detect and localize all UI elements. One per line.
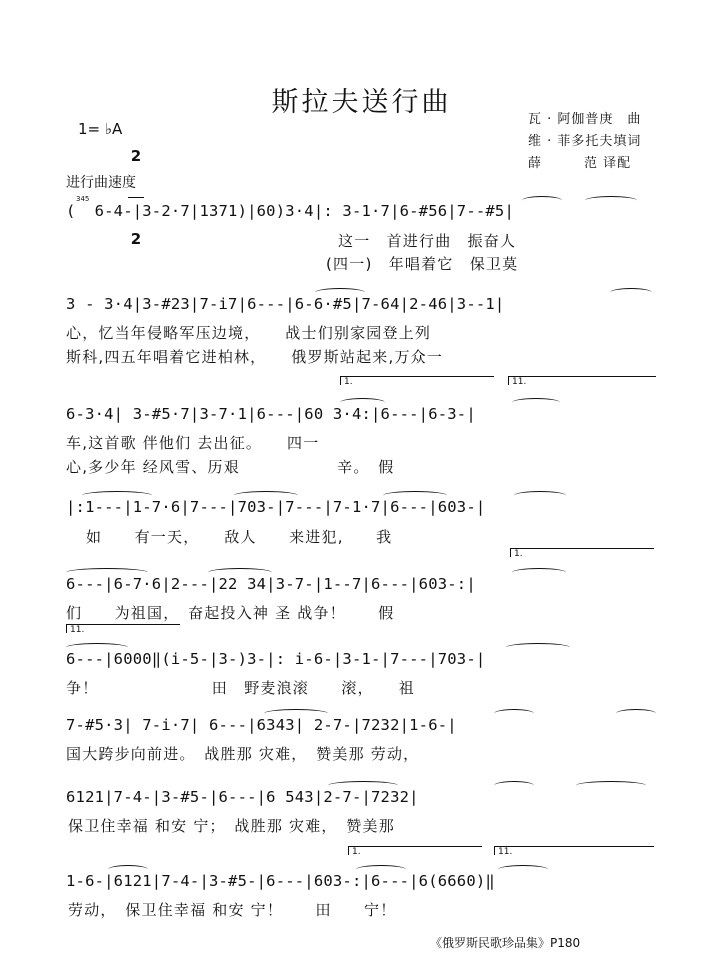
time-signature-bottom: 2 (130, 230, 142, 248)
tempo-marking: 进行曲速度 (66, 175, 136, 191)
notation-line-8: 6121|7-4-|3-#5-|6---|6 543|2-7-|7232| (66, 788, 419, 806)
lyricist-credit: 维 · 菲多托夫填词 (528, 134, 642, 149)
tie-arc (512, 568, 566, 577)
lyric-line-4: 如 有一天， 敌人 来进犯, 我 (86, 528, 393, 546)
tie-arc (506, 643, 570, 652)
lyric-line-6: 争！ 田 野麦浪滚 滚， 祖 (66, 679, 415, 697)
tie-arc (82, 491, 152, 500)
tie-arc (234, 491, 298, 500)
key-signature: 1= ♭A (78, 120, 123, 138)
tie-arc (208, 568, 272, 577)
tie-arc (494, 709, 534, 718)
volta-first-ending: 1. (340, 376, 494, 385)
tie-arc (66, 568, 148, 577)
lyric-line-9: 劳动， 保卫住幸福 和安 宁！ 田 宁！ (68, 901, 397, 919)
tie-arc (340, 398, 385, 407)
tie-arc (328, 781, 398, 790)
tie-arc (512, 398, 560, 407)
time-signature-bar (128, 197, 144, 198)
notation-line-4: |:1---|1-7·6|7---|703-|7---|7-1·7|6---|603-| (66, 498, 486, 516)
composer-credit: 瓦 · 阿伽普庚 曲 (528, 112, 642, 127)
tie-arc (610, 288, 652, 297)
tie-arc (514, 491, 566, 500)
notation-line-2: 3 - 3·4|3-#23|7-i7|6---|6-6·#5|7-64|2-46|3--1| (66, 295, 505, 313)
tie-arc (585, 196, 637, 205)
tie-arc (616, 709, 656, 718)
lyric-line-2b: 斯科,四五年唱着它进柏林， 俄罗斯站起来,万众一 (66, 348, 444, 366)
time-signature-top: 2 (130, 147, 142, 165)
tie-arc (576, 781, 646, 790)
lyric-line-7: 国大跨步向前进。 战胜那 灾难， 赞美那 劳动， (66, 745, 420, 763)
source-citation: 《俄罗斯民歌珍品集》P180 (430, 936, 581, 950)
lyric-line-3b: 心,多少年 经风雪、历艰 辛。 假 (66, 458, 395, 476)
notation-line-1: ( 6-4-|3-2·7|1371)|60)3·4|: 3-1·7|6-#56|7--#5| (66, 202, 514, 220)
lyric-line-8: 保卫住幸福 和安 宁； 战胜那 灾难， 赞美那 (68, 817, 395, 835)
volta-first-ending: 1. (348, 846, 482, 855)
tie-arc (108, 865, 148, 874)
lyric-line-5: 们 为祖国， 奋起投入神 圣 战争！ 假 (66, 604, 395, 622)
lyric-line-1b: (四一) 年唱着它 保卫莫 (326, 255, 519, 273)
lyric-line-3a: 车,这首歌 伴他们 去出征。 四一 (66, 434, 320, 452)
lyric-line-1a: 这一 首进行曲 振奋人 (338, 232, 517, 250)
notation-line-3: 6-3·4| 3-#5·7|3-7·1|6---|60 3·4:|6---|6-3-| (66, 405, 476, 423)
notation-line-6: 6---|6000‖(i-5-|3-)3-|: i-6-|3-1-|7---|703-| (66, 650, 486, 668)
tie-arc (383, 491, 447, 500)
grace-note-label: 345 (76, 195, 90, 203)
tie-arc (264, 709, 328, 718)
tie-arc (498, 865, 548, 874)
volta-second-ending: 11. (66, 624, 180, 633)
notation-line-5: 6---|6-7·6|2---|22 34|3-7-|1--7|6---|603-:| (66, 575, 476, 593)
tie-arc (356, 865, 406, 874)
tie-arc (494, 781, 534, 790)
tie-arc (522, 196, 562, 205)
lyric-line-2a: 心，忆当年侵略军压边境， 战士们别家园登上列 (66, 324, 432, 342)
notation-line-9: 1-6-|6121|7-4-|3-#5-|6---|603-:|6---|6(6660)‖ (66, 872, 495, 890)
volta-second-ending: 11. (494, 846, 654, 855)
volta-second-ending: 11. (508, 376, 656, 385)
translator-credit: 薛 范 译配 (528, 156, 632, 171)
song-title: 斯拉夫送行曲 (271, 87, 452, 118)
notation-line-7: 7-#5·3| 7-i·7| 6---|6343| 2-7-|7232|1-6-| (66, 716, 457, 734)
volta-first-ending: 1. (510, 548, 654, 557)
tie-arc (66, 643, 128, 652)
tie-arc (315, 288, 365, 297)
